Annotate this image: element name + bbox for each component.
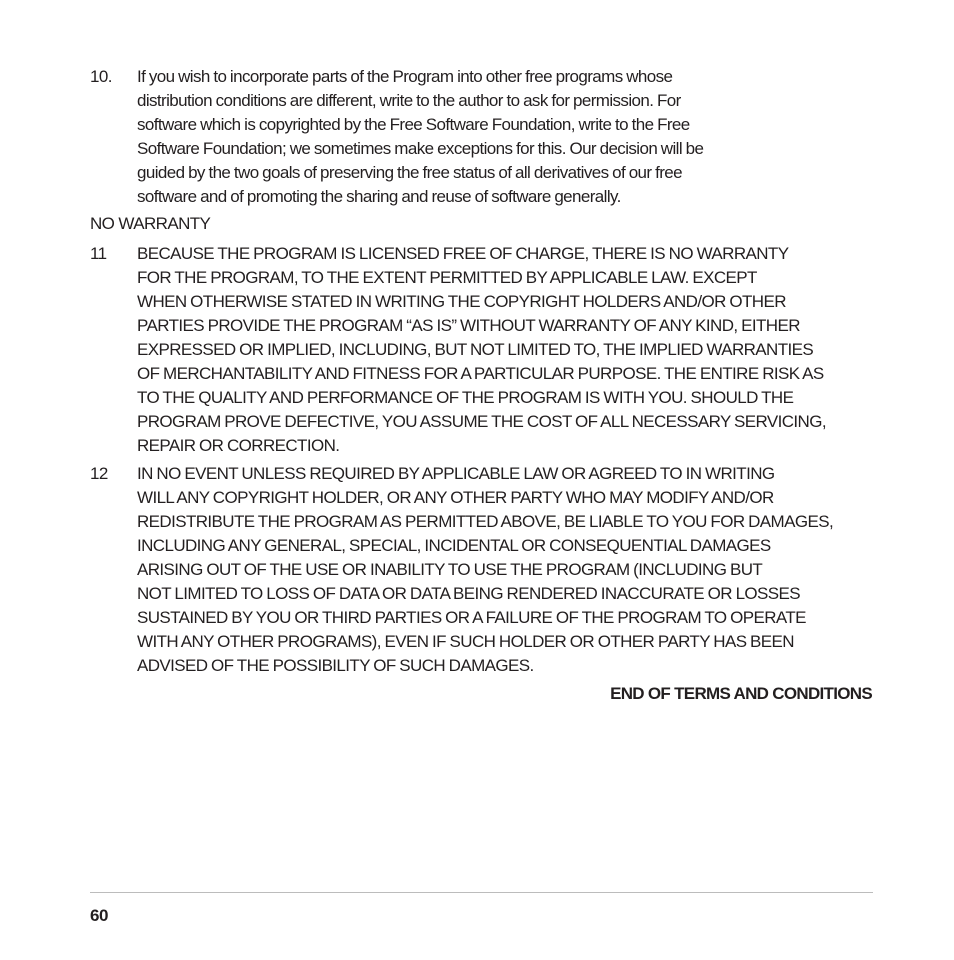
clause-line: TO THE QUALITY AND PERFORMANCE OF THE PROGRAM IS WITH YOU. SHOULD THE bbox=[137, 388, 794, 407]
clause-number: 12 bbox=[90, 464, 108, 483]
page-number: 60 bbox=[90, 906, 109, 925]
clause-line: distribution conditions are different, write to the author to ask for permission. For bbox=[137, 91, 681, 110]
end-of-terms-heading: END OF TERMS AND CONDITIONS bbox=[610, 684, 872, 703]
clause-line: If you wish to incorporate parts of the Program into other free programs whose bbox=[137, 67, 673, 86]
clause-line: PROGRAM PROVE DEFECTIVE, YOU ASSUME THE COST OF ALL NECESSARY SERVICING, bbox=[137, 412, 826, 431]
clause-text bbox=[137, 462, 877, 678]
clause-line: software which is copyrighted by the Free Software Foundation, write to the Free bbox=[137, 115, 690, 134]
clause-line: software and of promoting the sharing and reuse of software generally. bbox=[137, 187, 621, 206]
clause-line: REDISTRIBUTE THE PROGRAM AS PERMITTED ABOVE, BE LIABLE TO YOU FOR DAMAGES, bbox=[137, 512, 834, 531]
clause-line: REPAIR OR CORRECTION. bbox=[137, 436, 340, 455]
clause-line: SUSTAINED BY YOU OR THIRD PARTIES OR A FAILURE OF THE PROGRAM TO OPERATE bbox=[137, 608, 806, 627]
clause-line: PARTIES PROVIDE THE PROGRAM “AS IS” WITHOUT WARRANTY OF ANY KIND, EITHER bbox=[137, 316, 800, 335]
footer-divider bbox=[90, 892, 873, 893]
clause-line: guided by the two goals of preserving the free status of all derivatives of our free bbox=[137, 163, 682, 182]
clause-text bbox=[137, 242, 877, 458]
clause-number: 11 bbox=[90, 244, 107, 263]
clause-number: 10. bbox=[90, 67, 112, 86]
clause-line: OF MERCHANTABILITY AND FITNESS FOR A PARTICULAR PURPOSE. THE ENTIRE RISK AS bbox=[137, 364, 824, 383]
clause-line: INCLUDING ANY GENERAL, SPECIAL, INCIDENTAL OR CONSEQUENTIAL DAMAGES bbox=[137, 536, 771, 555]
clause-line: EXPRESSED OR IMPLIED, INCLUDING, BUT NOT LIMITED TO, THE IMPLIED WARRANTIES bbox=[137, 340, 814, 359]
clause-line: ADVISED OF THE POSSIBILITY OF SUCH DAMAGES. bbox=[137, 656, 534, 675]
clause-line: WHEN OTHERWISE STATED IN WRITING THE COPYRIGHT HOLDERS AND/OR OTHER bbox=[137, 292, 786, 311]
clause-line: BECAUSE THE PROGRAM IS LICENSED FREE OF CHARGE, THERE IS NO WARRANTY bbox=[137, 244, 789, 263]
clause-text bbox=[137, 65, 877, 209]
clause-line: IN NO EVENT UNLESS REQUIRED BY APPLICABLE LAW OR AGREED TO IN WRITING bbox=[137, 464, 775, 483]
clause-line: Software Foundation; we sometimes make exceptions for this. Our decision will be bbox=[137, 139, 704, 158]
clause-line: WILL ANY COPYRIGHT HOLDER, OR ANY OTHER PARTY WHO MAY MODIFY AND/OR bbox=[137, 488, 774, 507]
no-warranty-heading: NO WARRANTY bbox=[90, 214, 211, 233]
clause-line: WITH ANY OTHER PROGRAMS), EVEN IF SUCH HOLDER OR OTHER PARTY HAS BEEN bbox=[137, 632, 794, 651]
clause-line: ARISING OUT OF THE USE OR INABILITY TO USE THE PROGRAM (INCLUDING BUT bbox=[137, 560, 763, 579]
clause-line: FOR THE PROGRAM, TO THE EXTENT PERMITTED BY APPLICABLE LAW. EXCEPT bbox=[137, 268, 757, 287]
clause-line: NOT LIMITED TO LOSS OF DATA OR DATA BEING RENDERED INACCURATE OR LOSSES bbox=[137, 584, 801, 603]
